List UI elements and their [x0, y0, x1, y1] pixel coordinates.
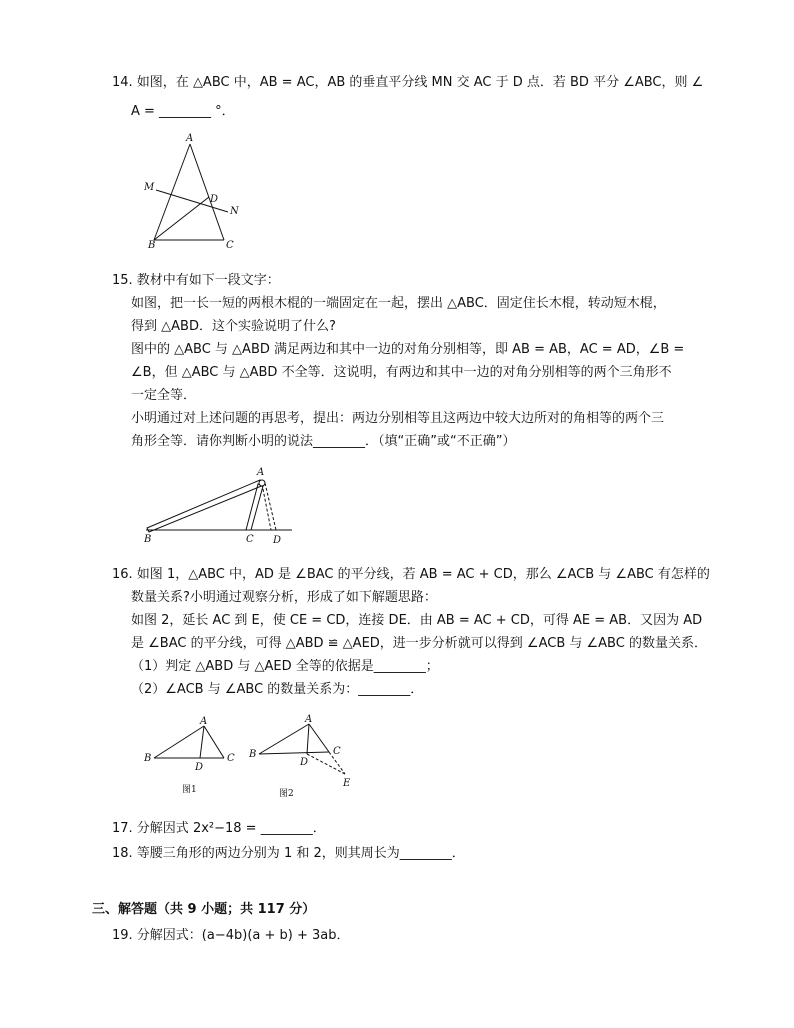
q16-f2-label-a: A	[305, 714, 313, 725]
q16-f2-caption: 图2	[279, 789, 294, 799]
q16-line3: 如图 2，延长 AC 到 E，使 CE = CD，连接 DE．由 AB = AC + CD，可得 AE = AB．又因为 AD	[131, 613, 703, 628]
q15-line8: 角形全等．请你判断小明的说法________．（填“正确”或“不正确”）	[131, 434, 516, 449]
q16-f2-side-ac	[309, 724, 329, 752]
q16-f1-label-d: D	[195, 762, 204, 773]
q16-f1-caption: 图1	[182, 785, 197, 795]
q15-figure	[140, 464, 300, 544]
q18-text: 18. 等腰三角形的两边分别为 1 和 2，则其周长为________．	[112, 846, 465, 861]
q14-line2: A = ________ °．	[131, 104, 235, 119]
q15-line1: 15. 教材中有如下一段文字：	[112, 273, 280, 288]
q16-f2-label-d: D	[300, 757, 309, 768]
q16-f2-bisector-ad	[307, 724, 309, 754]
q16-figure-1	[140, 712, 250, 802]
q15-hinge	[259, 480, 265, 486]
q15-long-stick	[147, 480, 264, 532]
q15-short-stick-ad-left	[262, 484, 271, 530]
q16-line4: 是 ∠BAC 的平分线，可得 △ABD ≌ △AED，进一步分析就可以得到 ∠ACB 与 ∠ABC 的数量关系．	[131, 636, 707, 651]
q14-line1: 14. 如图，在 △ABC 中，AB = AC，AB 的垂直平分线 MN 交 AC 于 D 点．若 BD 平分 ∠ABC，则 ∠	[112, 75, 704, 90]
q16-f1-label-b: B	[144, 753, 152, 764]
q15-line5: ∠B，但 △ABC 与 △ABD 不全等．这说明，有两边和其中一边的对角分别相等的两个三角形不	[131, 365, 672, 380]
q16-f1-side-ab	[154, 726, 204, 758]
q15-line4: 图中的 △ABC 与 △ABD 满足两边和其中一边的对角分别相等，即 AB = AB，AC = AD，∠B =	[131, 342, 685, 357]
q14-label-a: A	[186, 133, 194, 144]
q16-f2-label-b: B	[249, 749, 257, 760]
q16-f2-label-e: E	[343, 778, 351, 789]
q16-figure-2	[245, 712, 365, 802]
q16-f1-label-a: A	[200, 716, 208, 727]
q19-text: 19. 分解因式：(a−4b)(a + b) + 3ab．	[112, 928, 350, 943]
q16-f2-side-bc	[259, 752, 329, 754]
q15-line3: 得到 △ABD．这个实验说明了什么?	[131, 319, 336, 334]
q16-f2-side-ab	[259, 724, 309, 754]
q14-label-b: B	[148, 240, 156, 251]
q15-label-d: D	[273, 535, 282, 544]
q16-line1: 16. 如图 1，△ABC 中，AD 是 ∠BAC 的平分线，若 AB = AC + CD，那么 ∠ACB 与 ∠ABC 有怎样的	[112, 567, 710, 582]
q14-side-ac	[190, 144, 224, 240]
q15-line7: 小明通过对上述问题的再思考，提出：两边分别相等且这两边中较大边所对的角相等的两个三	[131, 411, 665, 426]
q14-label-n: N	[230, 206, 239, 217]
q15-label-a: A	[257, 467, 265, 478]
q15-line2: 如图，把一长一短的两根木棍的一端固定在一起，摆出 △ABC．固定住长木棍，转动短木棍，	[131, 296, 666, 311]
q16-line2: 数量关系?小明通过观察分析，形成了如下解题思路：	[131, 590, 437, 605]
q14-label-c: C	[226, 240, 234, 251]
q14-figure	[140, 130, 250, 252]
q16-line5: （1）判定 △ABD 与 △AED 全等的依据是________；	[131, 659, 439, 674]
section-3-title: 三、解答题（共 9 小题；共 117 分）	[92, 902, 316, 917]
q16-f1-label-c: C	[227, 753, 235, 764]
q16-line6: （2）∠ACB 与 ∠ABC 的数量关系为：________．	[131, 682, 424, 697]
q14-label-d: D	[210, 194, 219, 205]
q14-label-m: M	[144, 182, 155, 193]
q17-text: 17. 分解因式 2x²−18 = ________．	[112, 821, 326, 836]
q16-f2-segment-de	[307, 754, 345, 774]
q16-f1-side-ac	[204, 726, 224, 758]
q15-line6: 一定全等．	[131, 388, 197, 403]
q16-f1-bisector-ad	[200, 726, 204, 758]
q15-label-c: C	[246, 534, 254, 544]
q16-f2-label-c: C	[333, 746, 341, 757]
q15-label-b: B	[144, 534, 152, 544]
